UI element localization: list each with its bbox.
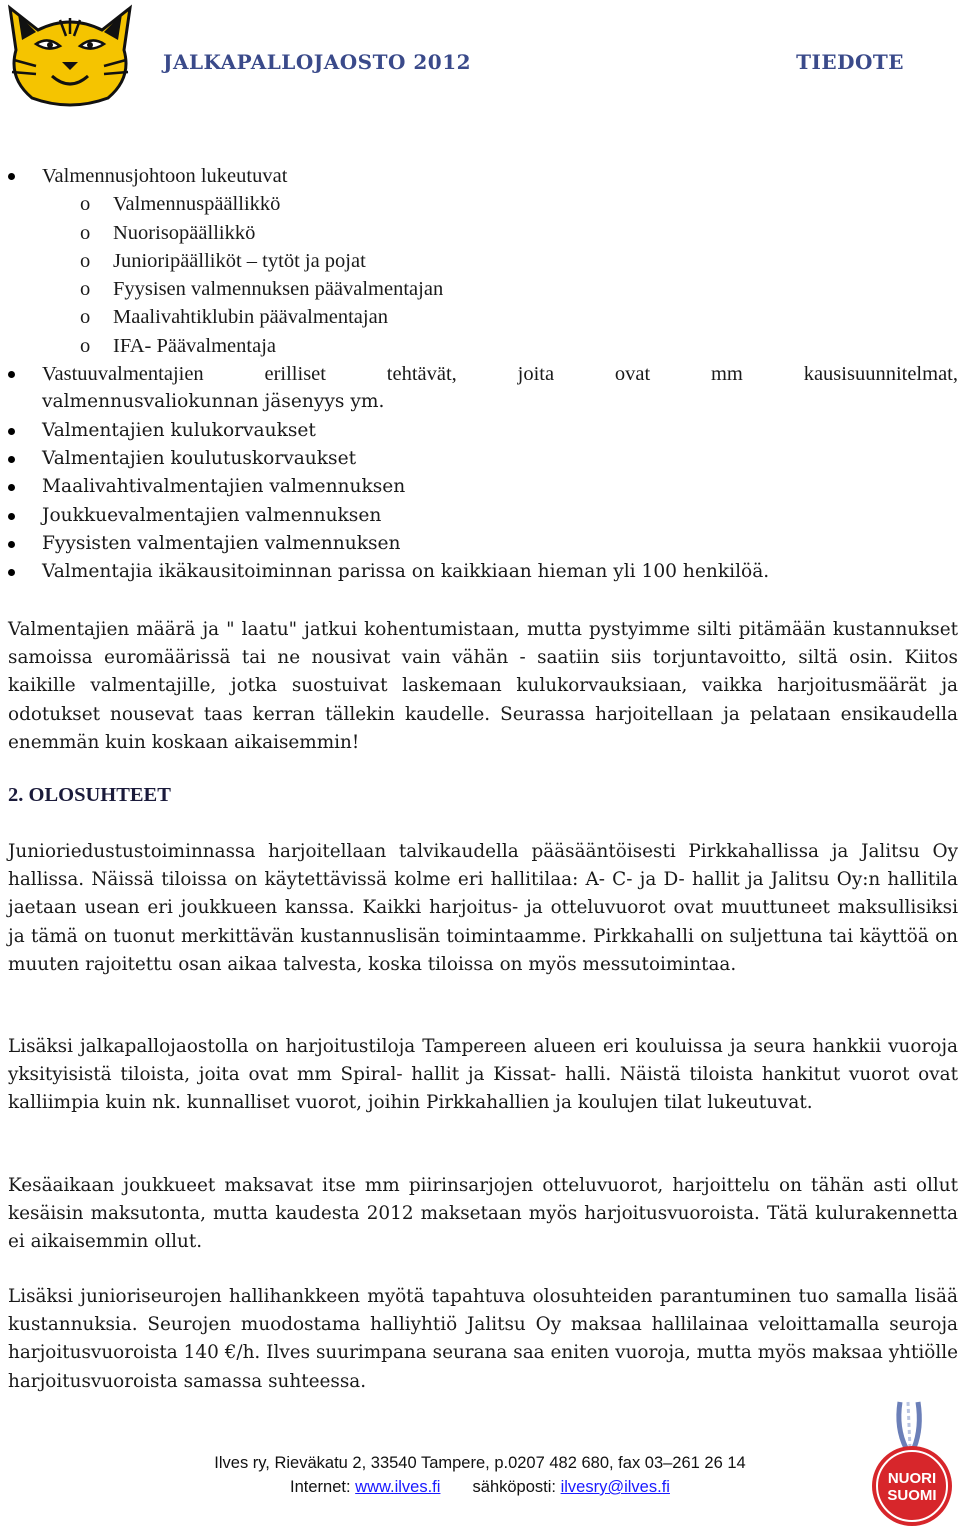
email-label: sähköposti: bbox=[472, 1478, 556, 1496]
list-item: Maalivahtivalmentajien valmennuksen bbox=[0, 473, 960, 501]
bullet-icon bbox=[8, 484, 15, 491]
sub-bullet-icon: o bbox=[80, 278, 91, 301]
header-title: JALKAPALLOJAOSTO 2012 bbox=[163, 50, 472, 74]
header-label: TIEDOTE bbox=[796, 50, 904, 74]
paragraph-schools: Lisäksi jalkapallojaostolla on harjoitustiloja Tampereen alueen eri kouluissa ja seura hankkii vuoroja yksityisistä tiloista, joita ovat mm Spiral- hallit ja Kissat- halli. Näistä tiloista hankitut vuorot ovat kalliimpia kuin nk. kunnalliset vuorot, joihin Pirkkahallien ja koulujen tilat lukeutuvat. bbox=[8, 1036, 958, 1114]
sub-list-item: o Nuorisopäällikkö bbox=[0, 219, 960, 247]
bullet-icon bbox=[8, 541, 15, 548]
list-item: Fyysisten valmentajien valmennuksen bbox=[0, 530, 960, 558]
bullet-icon bbox=[8, 371, 15, 378]
sub-bullet-icon: o bbox=[80, 306, 91, 329]
sub-bullet-icon: o bbox=[80, 221, 91, 244]
list-item: Valmentajien koulutuskorvaukset bbox=[0, 445, 960, 473]
bullet-icon bbox=[8, 456, 15, 463]
sub-bullet-icon: o bbox=[80, 193, 91, 216]
nuori-suomi-logo bbox=[866, 1398, 960, 1533]
sub-list-item: o Fyysisen valmennuksen päävalmentajan bbox=[0, 275, 960, 303]
internet-label: Internet: bbox=[290, 1478, 351, 1496]
ilves-lynx-logo bbox=[0, 0, 140, 108]
paragraph-halls: Junioriedustustoiminnassa harjoitellaan talvikaudella pääsääntöisesti Pirkkahallissa ja Jalitsu Oy hallissa. Näissä tiloissa on käytettävissä kolme eri hallitilaa: A- C- ja D- hallit ja Jalitsu Oy:n hallitila jaetaan usean eri joukkueen kanssa. Kaikki harjoitus- ja otteluvuorot ovat muuttuneet maksullisiksi ja tämä on tuonut merkittävän kustannuslisän toimintaamme. Pirkkahalli on suljettuna tai käyttöä on muuten rajoitettu osan aikaa talvesta, koska tiloissa on myös messutoimintaa. bbox=[8, 841, 958, 975]
bullet-icon bbox=[8, 428, 15, 435]
list-item: Joukkuevalmentajien valmennuksen bbox=[0, 502, 960, 530]
list-item: Valmentajien kulukorvaukset bbox=[0, 417, 960, 445]
bullet-icon bbox=[8, 173, 15, 180]
sub-bullet-icon: o bbox=[80, 249, 91, 272]
paragraph-coaches: Valmentajien määrä ja " laatu" jatkui kohentumistaan, mutta pystyimme silti pitämään kustannukset samoissa euromäärissä tai ne nousivat vain vähän - saatiin siis torjuntavoitto, siltä osin. Kiitos kaikille valmentajille, jotka suostuivat laskemaan kulukorvauksiaan, vaikka harjoitusmäärät ja odotukset nousevat taas kerran tällekin kaudelle. Seurassa harjoitellaan ja pelataan ensikaudella enemmän kuin koskaan aikaisemmin! bbox=[8, 619, 958, 753]
paragraph-summer: Kesäaikaan joukkueet maksavat itse mm piirinsarjojen otteluvuorot, harjoittelu on tähän asti ollut kesäisin maksutonta, mutta kaudesta 2012 maksetaan myös harjoitusvuoroista. Tätä kulurakennetta ei aikaisemmin ollut. bbox=[8, 1175, 958, 1253]
nuori-suomi-line2: SUOMI bbox=[887, 1487, 937, 1504]
bullet-icon bbox=[8, 569, 15, 576]
sub-list-item: o IFA- Päävalmentaja bbox=[0, 332, 960, 360]
list-item-continuation: valmennusvaliokunnan jäsenyys ym. bbox=[42, 391, 385, 413]
list-item: Valmentajia ikäkausitoiminnan parissa on kaikkiaan hieman yli 100 henkilöä. bbox=[0, 558, 960, 586]
section-heading-conditions: 2. OLOSUHTEET bbox=[8, 784, 171, 806]
sub-list-item: o Valmennuspäällikkö bbox=[0, 190, 960, 218]
paragraph-hall-project: Lisäksi junioriseurojen hallihankkeen myötä tapahtuva olosuhteiden parantuminen tuo samalla lisää kustannuksia. Seurojen muodostama halliyhtiö Jalitsu Oy maksaa hallilainaa veloittamalla seuroja harjoitusvuoroista 140 €/h. Ilves suurimpana seurana saa eniten vuoroja, mutta myös maksaa yhtiölle harjoitusvuoroista samassa suhteessa. bbox=[8, 1286, 958, 1392]
coaching-list bbox=[0, 162, 960, 586]
website-link[interactable]: www.ilves.fi bbox=[355, 1478, 441, 1496]
list-item: Valmennusjohtoon lukeutuvat bbox=[0, 162, 960, 190]
footer-contacts bbox=[0, 1478, 960, 1497]
bullet-icon bbox=[8, 513, 15, 520]
nuori-suomi-line1: NUORI bbox=[887, 1470, 937, 1487]
sub-list-item: o Junioripäälliköt – tytöt ja pojat bbox=[0, 247, 960, 275]
email-link[interactable]: ilvesry@ilves.fi bbox=[560, 1478, 670, 1496]
list-item: Vastuuvalmentajien erilliset tehtävät, joita ovat mm kausisuunnitelmat, bbox=[0, 360, 960, 388]
sub-list-item: o Maalivahtiklubin päävalmentajan bbox=[0, 303, 960, 331]
footer-address: Ilves ry, Rieväkatu 2, 33540 Tampere, p.0207 482 680, fax 03–261 26 14 bbox=[214, 1454, 746, 1472]
sub-bullet-icon: o bbox=[80, 334, 91, 357]
